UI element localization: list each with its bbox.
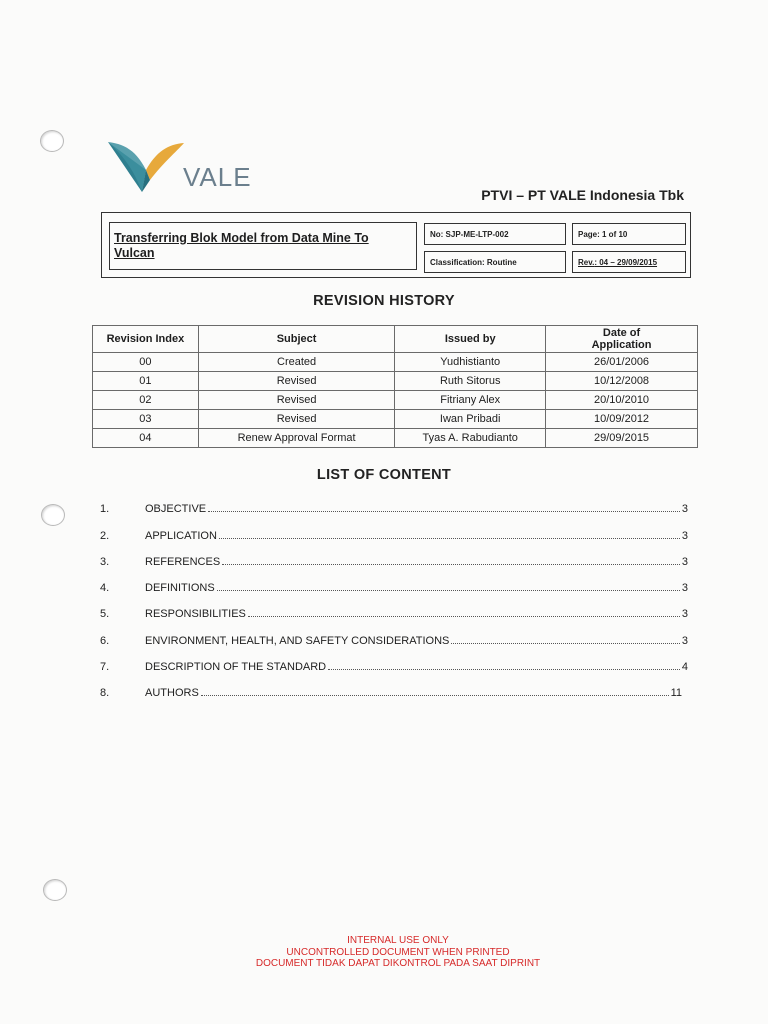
- table-row: [93, 353, 698, 372]
- column-header-issued-by: Issued by: [395, 326, 546, 353]
- revision-history-table: [92, 325, 698, 448]
- toc-item[interactable]: [100, 515, 688, 541]
- toc-title: RESPONSIBILITIES: [145, 608, 246, 621]
- toc-item[interactable]: [100, 568, 688, 594]
- toc-leader: [219, 538, 680, 539]
- vale-logo-icon: [106, 140, 186, 201]
- toc-item[interactable]: [100, 594, 688, 620]
- table-row: [93, 372, 698, 391]
- cell-issued-by: Iwan Pribadi: [395, 410, 546, 429]
- toc-page: 3: [681, 503, 688, 516]
- cell-date: 10/12/2008: [546, 372, 698, 391]
- toc-number: 2.: [100, 529, 110, 542]
- toc-title: APPLICATION: [145, 529, 217, 542]
- punch-hole-top: [40, 130, 64, 152]
- table-of-contents: [100, 489, 688, 699]
- toc-page: 3: [681, 582, 688, 595]
- toc-page: 3: [681, 555, 688, 568]
- toc-leader: [208, 511, 680, 512]
- cell-subject: Renew Approval Format: [198, 429, 395, 448]
- toc-leader: [248, 616, 680, 617]
- toc-title: DEFINITIONS: [145, 582, 215, 595]
- toc-title: ENVIRONMENT, HEALTH, AND SAFETY CONSIDERATIONS: [145, 634, 450, 647]
- toc-number: 3.: [100, 555, 110, 568]
- toc-item[interactable]: [100, 542, 688, 568]
- revision-value: : 04 – 29/09/2015: [594, 258, 658, 267]
- cell-date: 10/09/2012: [546, 410, 698, 429]
- toc-page: 4: [681, 661, 688, 674]
- cell-revision-index: 03: [93, 410, 199, 429]
- toc-leader: [328, 669, 680, 670]
- cell-issued-by: Ruth Sitorus: [395, 372, 546, 391]
- table-row: [93, 391, 698, 410]
- table-row: [93, 410, 698, 429]
- toc-leader: [222, 564, 680, 565]
- toc-item[interactable]: [100, 620, 688, 646]
- punch-hole-bottom: [43, 879, 67, 901]
- cell-revision-index: 02: [93, 391, 199, 410]
- toc-number: 1.: [100, 503, 110, 516]
- column-header-revision-index: Revision Index: [93, 326, 199, 353]
- revision-info: [572, 251, 686, 273]
- vale-logo-text: VALE: [183, 162, 252, 192]
- page-indicator: Page: 1 of 10: [572, 223, 686, 245]
- document-title: Transferring Blok Model from Data Mine To Vulcan: [109, 222, 417, 270]
- toc-item[interactable]: [100, 673, 688, 699]
- cell-date: 20/10/2010: [546, 391, 698, 410]
- document-footer-notice: [0, 935, 768, 970]
- column-header-date-of-application: Date of Application: [546, 326, 698, 353]
- toc-page: 11: [670, 687, 682, 700]
- cell-issued-by: Fitriany Alex: [395, 391, 546, 410]
- toc-number: 6.: [100, 634, 110, 647]
- cell-subject: Revised: [198, 391, 395, 410]
- toc-title: DESCRIPTION OF THE STANDARD: [145, 661, 327, 674]
- toc-page: 3: [681, 608, 688, 621]
- toc-page: 3: [681, 529, 688, 542]
- toc-number: 7.: [100, 661, 110, 674]
- cell-revision-index: 01: [93, 372, 199, 391]
- toc-number: 8.: [100, 687, 110, 700]
- table-row: [93, 429, 698, 448]
- toc-leader: [451, 643, 679, 644]
- cell-revision-index: 04: [93, 429, 199, 448]
- footer-line-tidak-dikontrol: DOCUMENT TIDAK DAPAT DIKONTROL PADA SAAT DIPRINT: [255, 958, 541, 969]
- toc-number: 5.: [100, 608, 110, 621]
- toc-number: 4.: [100, 582, 110, 595]
- list-of-content-heading: LIST OF CONTENT: [316, 467, 452, 483]
- cell-date: 26/01/2006: [546, 353, 698, 372]
- footer-line-uncontrolled: UNCONTROLLED DOCUMENT WHEN PRINTED: [286, 946, 510, 958]
- toc-leader: [217, 590, 680, 591]
- toc-title: OBJECTIVE: [145, 503, 207, 516]
- toc-item[interactable]: [100, 647, 688, 673]
- document-number: No: SJP-ME-LTP-002: [424, 223, 566, 245]
- revision-history-heading: REVISION HISTORY: [313, 293, 455, 309]
- toc-leader: [201, 695, 669, 696]
- cell-revision-index: 00: [93, 353, 199, 372]
- company-name: PTVI – PT VALE Indonesia Tbk: [481, 187, 684, 203]
- column-header-subject: Subject: [198, 326, 395, 353]
- cell-subject: Revised: [198, 372, 395, 391]
- cell-issued-by: Tyas A. Rabudianto: [395, 429, 546, 448]
- cell-issued-by: Yudhistianto: [395, 353, 546, 372]
- toc-title: REFERENCES: [145, 555, 221, 568]
- toc-item[interactable]: [100, 489, 688, 515]
- revision-label: Rev.: [578, 258, 595, 267]
- cell-subject: Revised: [198, 410, 395, 429]
- punch-hole-middle: [41, 504, 65, 526]
- cell-subject: Created: [198, 353, 395, 372]
- cell-date: 29/09/2015: [546, 429, 698, 448]
- footer-line-internal-use: INTERNAL USE ONLY: [347, 935, 449, 946]
- document-classification: Classification: Routine: [424, 251, 566, 273]
- toc-title: AUTHORS: [145, 687, 199, 700]
- toc-page: 3: [681, 634, 688, 647]
- table-header-row: [93, 326, 698, 353]
